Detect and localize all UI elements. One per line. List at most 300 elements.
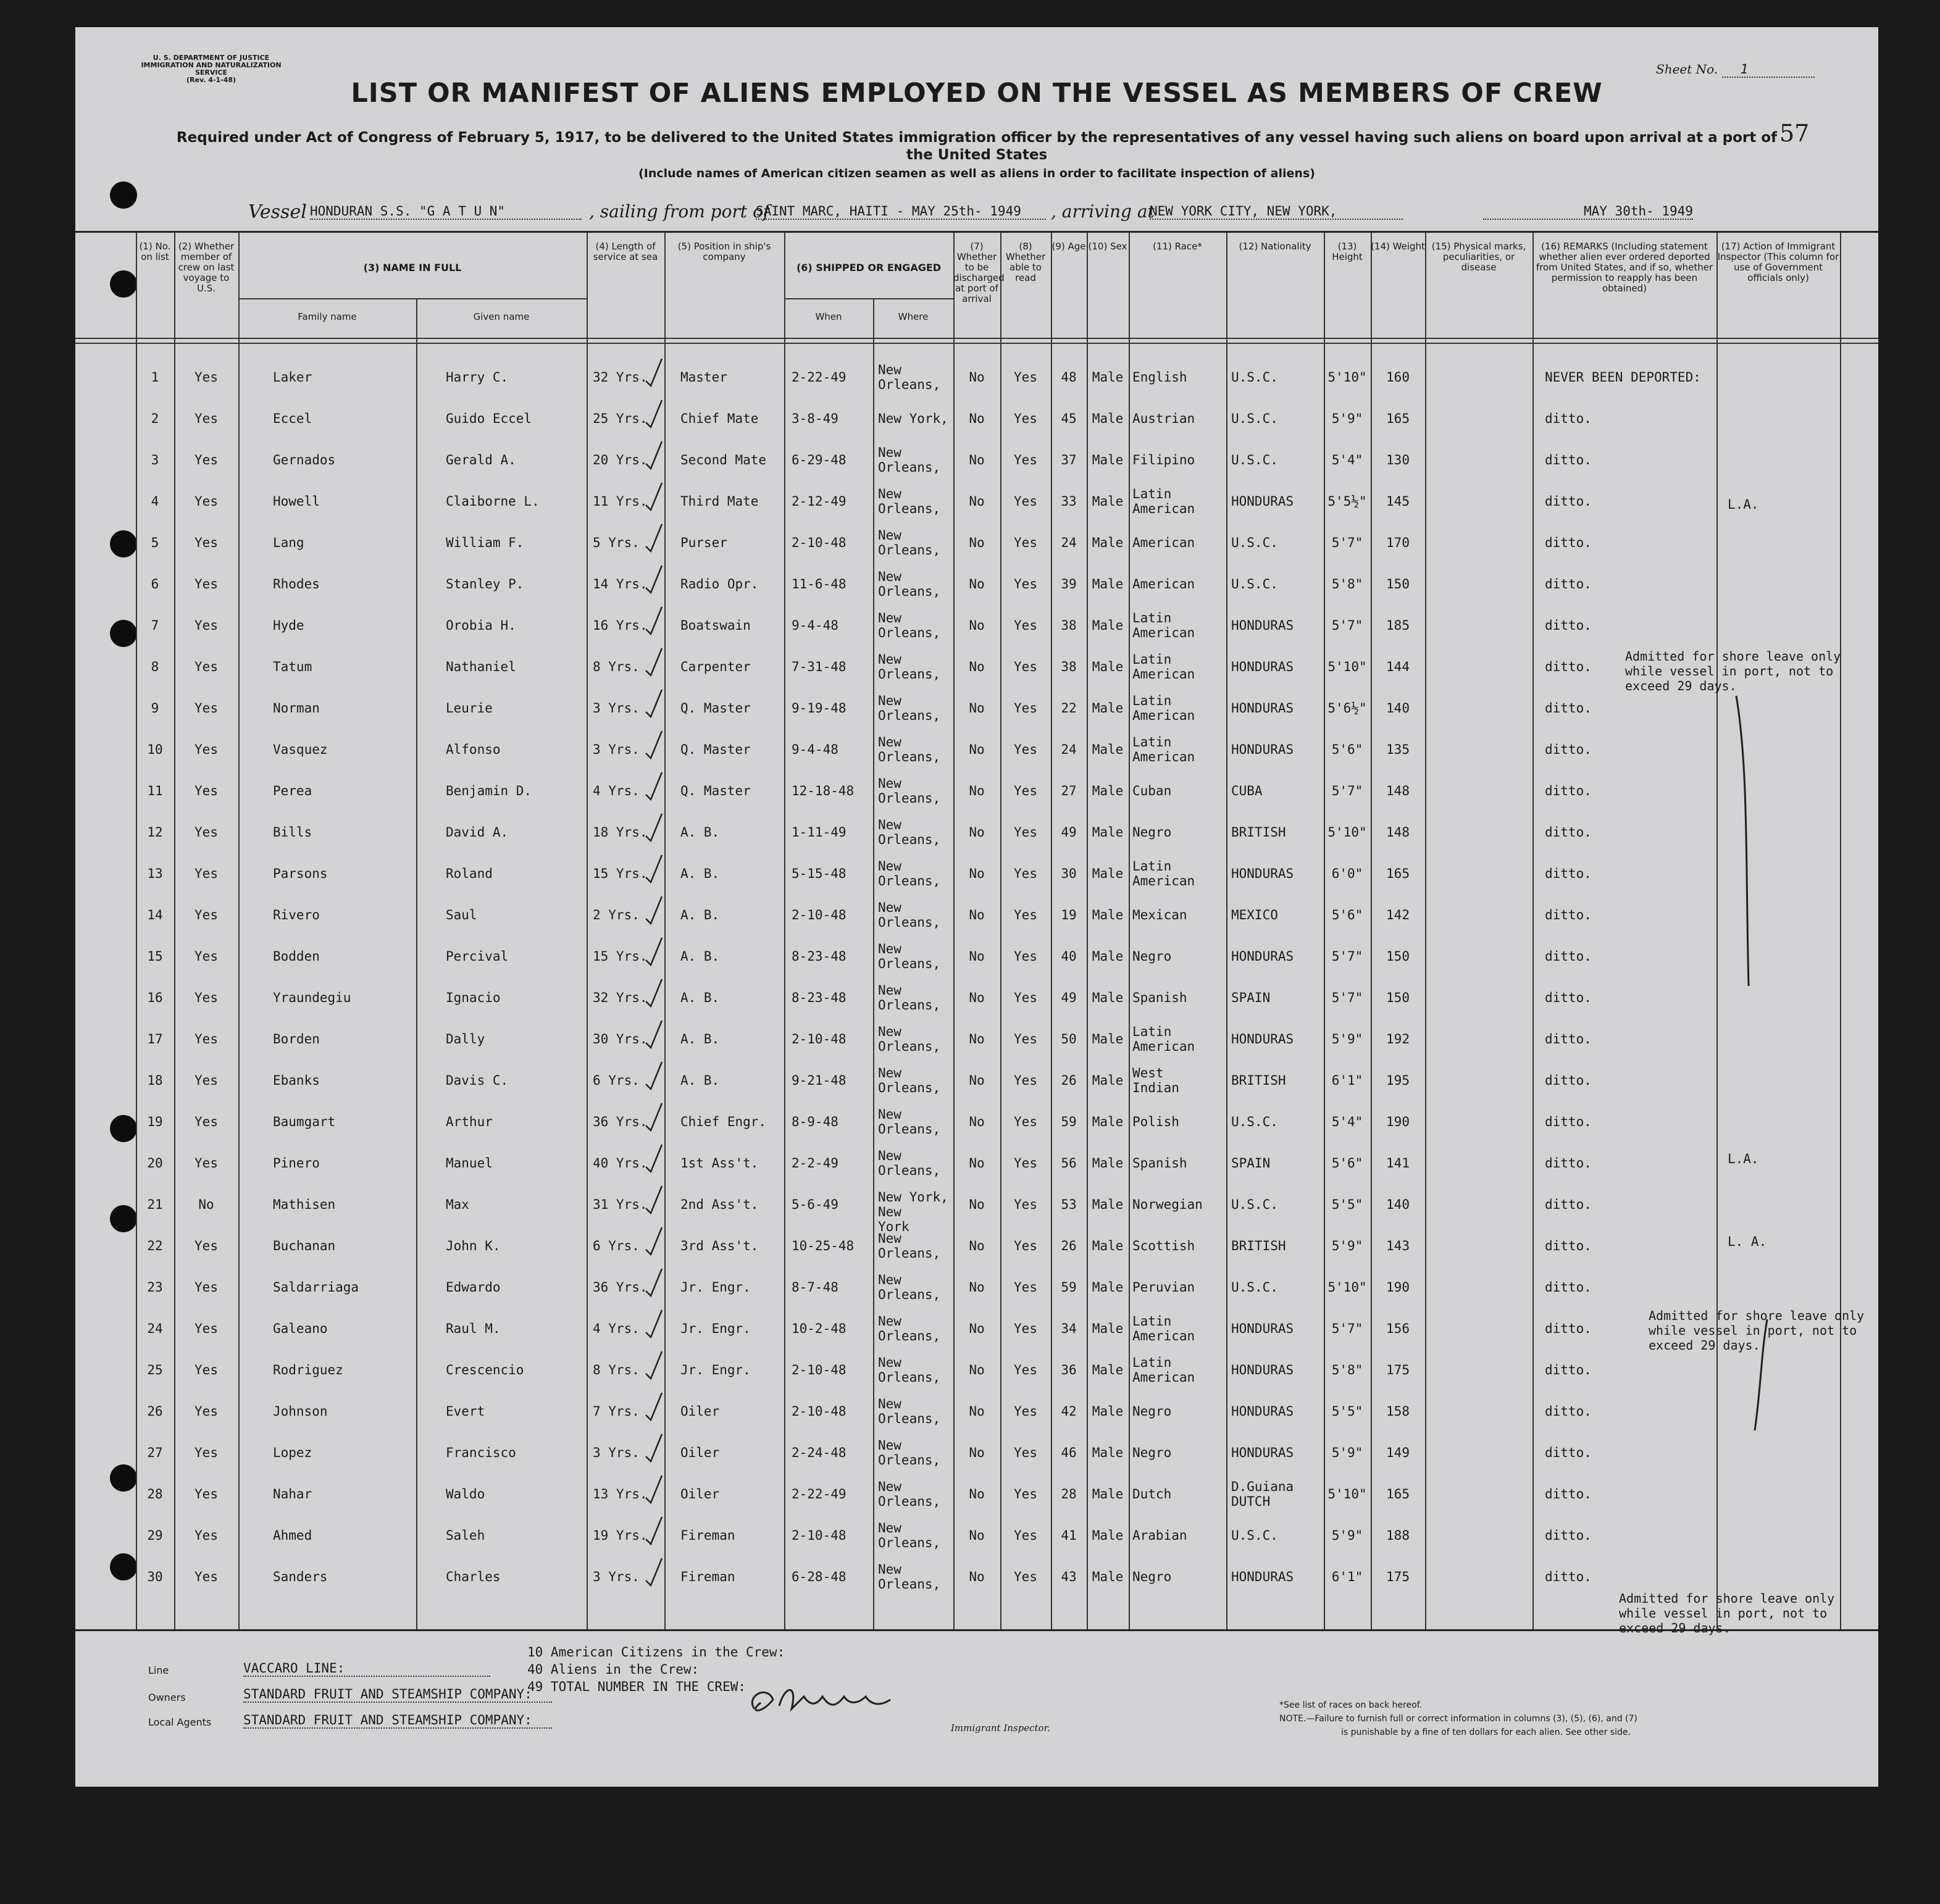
crew-given-cell: Dally xyxy=(446,1032,485,1046)
crew-family-cell: Vasquez xyxy=(273,742,328,757)
crew-sex-cell: Male xyxy=(1092,1569,1124,1584)
crew-age-cell: 59 xyxy=(1061,1114,1077,1129)
crew-nationality-cell: HONDURAS xyxy=(1231,1569,1294,1584)
crew-prev-cell: Yes xyxy=(194,1321,218,1336)
remark-note: Admitted for shore leave only while vessel in port, not to exceed 29 days. xyxy=(1625,649,1841,693)
crew-height-cell: 5'8" xyxy=(1331,1363,1363,1377)
crew-nationality-cell: MEXICO xyxy=(1231,908,1278,922)
crew-service-cell: 40 Yrs. xyxy=(593,1156,648,1171)
crew-service-cell: 4 Yrs. xyxy=(593,1321,640,1336)
crew-race-cell: Spanish xyxy=(1132,1156,1187,1171)
crew-discharged-cell: No xyxy=(969,535,985,550)
crew-nationality-cell: U.S.C. xyxy=(1231,1280,1278,1295)
crew-where-cell: New Orleans, xyxy=(878,569,941,599)
crew-family-cell: Tatum xyxy=(273,659,312,674)
crew-read-cell: Yes xyxy=(1014,1445,1037,1460)
crew-when-cell: 9-19-48 xyxy=(792,701,847,716)
crew-prev-cell: Yes xyxy=(194,1238,218,1253)
crew-height-cell: 5'9" xyxy=(1331,1238,1363,1253)
crew-given-cell: Stanley P. xyxy=(446,577,524,591)
crew-service-cell: 36 Yrs. xyxy=(593,1114,648,1129)
crew-prev-cell: Yes xyxy=(194,866,218,881)
crew-race-cell: Latin American xyxy=(1132,693,1195,723)
crew-discharged-cell: No xyxy=(969,494,985,509)
crew-remarks-cell: ditto. xyxy=(1545,1156,1592,1171)
agents-label: Local Agents xyxy=(148,1716,212,1728)
check-mark xyxy=(645,1390,663,1421)
crew-position-cell: Purser xyxy=(680,535,727,550)
crew-race-cell: Polish xyxy=(1132,1114,1179,1129)
crew-remarks-cell: ditto. xyxy=(1545,1487,1592,1501)
crew-nationality-cell: HONDURAS xyxy=(1231,1445,1294,1460)
form-revision: (Rev. 4-1-48) xyxy=(186,76,236,84)
crew-nationality-cell: HONDURAS xyxy=(1231,949,1294,964)
crew-nationality-cell: U.S.C. xyxy=(1231,411,1278,426)
crew-sex-cell: Male xyxy=(1092,1073,1124,1088)
crew-prev-cell: Yes xyxy=(194,1280,218,1295)
punch-hole xyxy=(110,182,137,209)
crew-position-cell: Jr. Engr. xyxy=(680,1321,751,1336)
crew-race-cell: English xyxy=(1132,370,1187,385)
crew-nationality-cell: HONDURAS xyxy=(1231,1321,1294,1336)
crew-weight-cell: 156 xyxy=(1386,1321,1410,1336)
crew-race-cell: Negro xyxy=(1132,1569,1172,1584)
crew-service-cell: 8 Yrs. xyxy=(593,659,640,674)
crew-age-cell: 40 xyxy=(1061,949,1077,964)
crew-read-cell: Yes xyxy=(1014,1404,1037,1419)
service-name: IMMIGRATION AND NATURALIZATION SERVICE xyxy=(141,61,282,77)
crew-where-cell: New Orleans, xyxy=(878,735,941,764)
check-mark xyxy=(645,439,663,470)
crew-discharged-cell: No xyxy=(969,1032,985,1046)
crew-age-cell: 30 xyxy=(1061,866,1077,881)
crew-read-cell: Yes xyxy=(1014,990,1037,1005)
crew-service-cell: 3 Yrs. xyxy=(593,701,640,716)
crew-given-cell: Saleh xyxy=(446,1528,485,1543)
crew-prev-cell: Yes xyxy=(194,1114,218,1129)
crew-position-cell: Master xyxy=(680,370,727,385)
crew-no-cell: 22 xyxy=(147,1238,163,1253)
crew-discharged-cell: No xyxy=(969,1238,985,1253)
crew-position-cell: A. B. xyxy=(680,908,720,922)
crew-family-cell: Bills xyxy=(273,825,312,840)
crew-sex-cell: Male xyxy=(1092,783,1124,798)
crew-count-citizens: 10 American Citizens in the Crew: xyxy=(527,1645,785,1660)
crew-height-cell: 5'5" xyxy=(1331,1197,1363,1212)
crew-nationality-cell: HONDURAS xyxy=(1231,1404,1294,1419)
crew-race-cell: Negro xyxy=(1132,825,1172,840)
crew-prev-cell: Yes xyxy=(194,1528,218,1543)
crew-given-cell: Davis C. xyxy=(446,1073,509,1088)
crew-sex-cell: Male xyxy=(1092,535,1124,550)
crew-given-cell: Manuel xyxy=(446,1156,493,1171)
crew-age-cell: 34 xyxy=(1061,1321,1077,1336)
check-mark xyxy=(645,1101,663,1132)
crew-race-cell: American xyxy=(1132,535,1195,550)
remark-note: Admitted for shore leave only while vessel in port, not to exceed 29 days. xyxy=(1649,1308,1865,1353)
crew-weight-cell: 195 xyxy=(1386,1073,1410,1088)
crew-no-cell: 12 xyxy=(147,825,163,840)
crew-discharged-cell: No xyxy=(969,1156,985,1171)
crew-service-cell: 25 Yrs. xyxy=(593,411,648,426)
crew-position-cell: A. B. xyxy=(680,825,720,840)
crew-prev-cell: Yes xyxy=(194,742,218,757)
crew-where-cell: New Orleans, xyxy=(878,362,941,392)
crew-age-cell: 42 xyxy=(1061,1404,1077,1419)
crew-race-cell: Arabian xyxy=(1132,1528,1187,1543)
crew-sex-cell: Male xyxy=(1092,742,1124,757)
crew-family-cell: Lopez xyxy=(273,1445,312,1460)
crew-prev-cell: No xyxy=(198,1197,214,1212)
crew-age-cell: 49 xyxy=(1061,825,1077,840)
crew-where-cell: New Orleans, xyxy=(878,652,941,682)
crew-nationality-cell: HONDURAS xyxy=(1231,1363,1294,1377)
crew-prev-cell: Yes xyxy=(194,1445,218,1460)
crew-service-cell: 14 Yrs. xyxy=(593,577,648,591)
crew-sex-cell: Male xyxy=(1092,1363,1124,1377)
crew-weight-cell: 165 xyxy=(1386,1487,1410,1501)
crew-age-cell: 26 xyxy=(1061,1073,1077,1088)
crew-discharged-cell: No xyxy=(969,1569,985,1584)
crew-prev-cell: Yes xyxy=(194,618,218,633)
bracket-line xyxy=(1724,677,1773,1480)
crew-nationality-cell: HONDURAS xyxy=(1231,866,1294,881)
crew-weight-cell: 148 xyxy=(1386,825,1410,840)
crew-nationality-cell: U.S.C. xyxy=(1231,1114,1278,1129)
crew-where-cell: New Orleans, xyxy=(878,1397,941,1426)
crew-when-cell: 8-9-48 xyxy=(792,1114,838,1129)
crew-weight-cell: 185 xyxy=(1386,618,1410,633)
crew-where-cell: New Orleans, xyxy=(878,1314,941,1343)
crew-height-cell: 5'5½" xyxy=(1327,494,1367,509)
crew-height-cell: 5'10" xyxy=(1327,370,1367,385)
crew-service-cell: 20 Yrs. xyxy=(593,453,648,467)
crew-discharged-cell: No xyxy=(969,1404,985,1419)
crew-race-cell: Latin American xyxy=(1132,859,1195,888)
crew-nationality-cell: SPAIN xyxy=(1231,990,1271,1005)
crew-discharged-cell: No xyxy=(969,1073,985,1088)
check-mark xyxy=(645,398,663,428)
crew-weight-cell: 144 xyxy=(1386,659,1410,674)
crew-age-cell: 53 xyxy=(1061,1197,1077,1212)
crew-weight-cell: 130 xyxy=(1386,453,1410,467)
crew-nationality-cell: HONDURAS xyxy=(1231,659,1294,674)
inspector-label: Immigrant Inspector. xyxy=(951,1722,1050,1734)
crew-sex-cell: Male xyxy=(1092,1032,1124,1046)
crew-prev-cell: Yes xyxy=(194,990,218,1005)
crew-nationality-cell: U.S.C. xyxy=(1231,577,1278,591)
crew-service-cell: 13 Yrs. xyxy=(593,1487,648,1501)
crew-nationality-cell: U.S.C. xyxy=(1231,370,1278,385)
crew-race-cell: West Indian xyxy=(1132,1066,1179,1095)
crew-where-cell: New York, New York xyxy=(878,1190,948,1234)
crew-read-cell: Yes xyxy=(1014,1114,1037,1129)
crew-no-cell: 4 xyxy=(151,494,159,509)
remark-note: Admitted for shore leave only while vessel in port, not to exceed 29 days. xyxy=(1619,1591,1835,1635)
crew-no-cell: 20 xyxy=(147,1156,163,1171)
crew-sex-cell: Male xyxy=(1092,1445,1124,1460)
crew-sex-cell: Male xyxy=(1092,866,1124,881)
crew-position-cell: A. B. xyxy=(680,866,720,881)
crew-remarks-cell: ditto. xyxy=(1545,659,1592,674)
crew-discharged-cell: No xyxy=(969,1363,985,1377)
crew-where-cell: New Orleans, xyxy=(878,693,941,723)
crew-position-cell: Oiler xyxy=(680,1404,720,1419)
crew-race-cell: Peruvian xyxy=(1132,1280,1195,1295)
crew-given-cell: Charles xyxy=(446,1569,501,1584)
check-mark xyxy=(645,1349,663,1380)
crew-prev-cell: Yes xyxy=(194,908,218,922)
check-mark xyxy=(645,687,663,718)
crew-prev-cell: Yes xyxy=(194,577,218,591)
crew-race-cell: Cuban xyxy=(1132,783,1172,798)
crew-when-cell: 2-10-48 xyxy=(792,908,847,922)
crew-service-cell: 32 Yrs. xyxy=(593,370,648,385)
crew-prev-cell: Yes xyxy=(194,701,218,716)
crew-where-cell: New Orleans, xyxy=(878,1479,941,1509)
crew-read-cell: Yes xyxy=(1014,411,1037,426)
crew-family-cell: Buchanan xyxy=(273,1238,336,1253)
owners-label: Owners xyxy=(148,1692,186,1703)
crew-position-cell: Radio Opr. xyxy=(680,577,759,591)
crew-position-cell: Fireman xyxy=(680,1569,735,1584)
crew-count-total: 49 TOTAL NUMBER IN THE CREW: xyxy=(527,1679,746,1694)
crew-height-cell: 5'9" xyxy=(1331,1445,1363,1460)
check-mark xyxy=(645,1556,663,1587)
check-mark xyxy=(645,356,663,387)
crew-height-cell: 5'7" xyxy=(1331,618,1363,633)
crew-remarks-cell: ditto. xyxy=(1545,866,1592,881)
crew-nationality-cell: U.S.C. xyxy=(1231,1197,1278,1212)
crew-family-cell: Ebanks xyxy=(273,1073,320,1088)
crew-no-cell: 11 xyxy=(147,783,163,798)
crew-service-cell: 4 Yrs. xyxy=(593,783,640,798)
vessel-line xyxy=(248,201,1755,226)
crew-age-cell: 41 xyxy=(1061,1528,1077,1543)
check-mark xyxy=(645,1225,663,1256)
crew-sex-cell: Male xyxy=(1092,659,1124,674)
crew-nationality-cell: CUBA xyxy=(1231,783,1263,798)
crew-service-cell: 15 Yrs. xyxy=(593,866,648,881)
vessel-label: Vessel xyxy=(248,201,307,223)
crew-when-cell: 11-6-48 xyxy=(792,577,847,591)
crew-where-cell: New Orleans, xyxy=(878,1438,941,1468)
crew-no-cell: 18 xyxy=(147,1073,163,1088)
crew-discharged-cell: No xyxy=(969,866,985,881)
crew-race-cell: Negro xyxy=(1132,1404,1172,1419)
col-header-5: (5) Position in ship's company xyxy=(677,241,771,262)
crew-discharged-cell: No xyxy=(969,411,985,426)
crew-nationality-cell: HONDURAS xyxy=(1231,618,1294,633)
crew-no-cell: 9 xyxy=(151,701,159,716)
crew-position-cell: 3rd Ass't. xyxy=(680,1238,759,1253)
crew-nationality-cell: U.S.C. xyxy=(1231,453,1278,467)
crew-service-cell: 6 Yrs. xyxy=(593,1238,640,1253)
check-mark xyxy=(645,1184,663,1214)
check-mark xyxy=(645,480,663,511)
crew-prev-cell: Yes xyxy=(194,535,218,550)
agents-value: STANDARD FRUIT AND STEAMSHIP COMPANY: xyxy=(243,1713,552,1729)
crew-remarks-cell: ditto. xyxy=(1545,1569,1592,1584)
check-mark xyxy=(645,1266,663,1297)
crew-read-cell: Yes xyxy=(1014,1569,1037,1584)
crew-prev-cell: Yes xyxy=(194,783,218,798)
crew-no-cell: 14 xyxy=(147,908,163,922)
crew-where-cell: New Orleans, xyxy=(878,1107,941,1137)
col-header-7: (7) Whether to be discharged at port of arrival xyxy=(953,241,1005,304)
owners-value: STANDARD FRUIT AND STEAMSHIP COMPANY: xyxy=(243,1687,552,1703)
crew-age-cell: 36 xyxy=(1061,1363,1077,1377)
crew-prev-cell: Yes xyxy=(194,494,218,509)
penalty-note: NOTE.—Failure to furnish full or correct information in columns (3), (5), (6), and (7) xyxy=(1279,1714,1637,1724)
crew-position-cell: Jr. Engr. xyxy=(680,1363,751,1377)
crew-when-cell: 8-23-48 xyxy=(792,949,847,964)
crew-nationality-cell: HONDURAS xyxy=(1231,494,1294,509)
crew-weight-cell: 148 xyxy=(1386,783,1410,798)
crew-height-cell: 5'7" xyxy=(1331,1321,1363,1336)
crew-read-cell: Yes xyxy=(1014,1321,1037,1336)
crew-sex-cell: Male xyxy=(1092,370,1124,385)
crew-nationality-cell: HONDURAS xyxy=(1231,701,1294,716)
crew-service-cell: 15 Yrs. xyxy=(593,949,648,964)
check-mark xyxy=(645,1514,663,1545)
crew-no-cell: 30 xyxy=(147,1569,163,1584)
sailing-label: , sailing from port of xyxy=(589,201,770,222)
crew-discharged-cell: No xyxy=(969,1280,985,1295)
crew-nationality-cell: BRITISH xyxy=(1231,1238,1286,1253)
line-label: Line xyxy=(148,1664,169,1676)
crew-remarks-cell: ditto. xyxy=(1545,1197,1592,1212)
crew-age-cell: 56 xyxy=(1061,1156,1077,1171)
check-mark xyxy=(645,1308,663,1338)
department-name: U. S. DEPARTMENT OF JUSTICE xyxy=(153,54,270,62)
crew-age-cell: 22 xyxy=(1061,701,1077,716)
crew-position-cell: A. B. xyxy=(680,990,720,1005)
crew-service-cell: 16 Yrs. xyxy=(593,618,648,633)
check-mark xyxy=(645,770,663,801)
crew-where-cell: New Orleans, xyxy=(878,942,941,971)
crew-race-cell: Norwegian xyxy=(1132,1197,1203,1212)
crew-no-cell: 29 xyxy=(147,1528,163,1543)
crew-prev-cell: Yes xyxy=(194,1032,218,1046)
crew-discharged-cell: No xyxy=(969,370,985,385)
crew-sex-cell: Male xyxy=(1092,1197,1124,1212)
crew-where-cell: New Orleans, xyxy=(878,1066,941,1095)
crew-remarks-cell: ditto. xyxy=(1545,535,1592,550)
crew-where-cell: New Orleans, xyxy=(878,528,941,557)
crew-family-cell: Bodden xyxy=(273,949,320,964)
crew-discharged-cell: No xyxy=(969,1321,985,1336)
crew-position-cell: Q. Master xyxy=(680,742,751,757)
crew-sex-cell: Male xyxy=(1092,1238,1124,1253)
crew-position-cell: Oiler xyxy=(680,1445,720,1460)
crew-prev-cell: Yes xyxy=(194,825,218,840)
crew-remarks-cell: ditto. xyxy=(1545,1114,1592,1129)
crew-family-cell: Perea xyxy=(273,783,312,798)
crew-weight-cell: 150 xyxy=(1386,577,1410,591)
crew-nationality-cell: HONDURAS xyxy=(1231,1032,1294,1046)
arrival-date: MAY 30th- 1949 xyxy=(1483,204,1693,220)
crew-age-cell: 43 xyxy=(1061,1569,1077,1584)
crew-remarks-cell: ditto. xyxy=(1545,618,1592,633)
crew-no-cell: 10 xyxy=(147,742,163,757)
crew-service-cell: 6 Yrs. xyxy=(593,1073,640,1088)
crew-height-cell: 5'4" xyxy=(1331,1114,1363,1129)
crew-read-cell: Yes xyxy=(1014,370,1037,385)
crew-remarks-cell: ditto. xyxy=(1545,494,1592,509)
crew-no-cell: 1 xyxy=(151,370,159,385)
crew-nationality-cell: U.S.C. xyxy=(1231,1528,1278,1543)
crew-family-cell: Laker xyxy=(273,370,312,385)
crew-age-cell: 24 xyxy=(1061,535,1077,550)
crew-position-cell: Second Mate xyxy=(680,453,767,467)
crew-age-cell: 59 xyxy=(1061,1280,1077,1295)
crew-read-cell: Yes xyxy=(1014,494,1037,509)
crew-height-cell: 5'5" xyxy=(1331,1404,1363,1419)
crew-when-cell: 3-8-49 xyxy=(792,411,838,426)
col-header-4: (4) Length of service at sea xyxy=(593,241,658,262)
crew-remarks-cell: ditto. xyxy=(1545,1363,1592,1377)
col-header-15: (15) Physical marks, peculiarities, or disease xyxy=(1431,241,1526,273)
penalty-note-2: is punishable by a fine of ten dollars for each alien. See other side. xyxy=(1341,1727,1631,1737)
check-mark xyxy=(645,522,663,553)
check-mark xyxy=(645,853,663,883)
crew-height-cell: 5'6" xyxy=(1331,742,1363,757)
crew-discharged-cell: No xyxy=(969,783,985,798)
crew-given-cell: Roland xyxy=(446,866,493,881)
inspector-mark: L.A. xyxy=(1728,1151,1759,1166)
crew-family-cell: Sanders xyxy=(273,1569,328,1584)
crew-family-cell: Parsons xyxy=(273,866,328,881)
crew-service-cell: 3 Yrs. xyxy=(593,742,640,757)
check-mark xyxy=(645,811,663,842)
crew-discharged-cell: No xyxy=(969,1114,985,1129)
crew-given-cell: Harry C. xyxy=(446,370,509,385)
crew-position-cell: Chief Engr. xyxy=(680,1114,767,1129)
check-mark xyxy=(645,894,663,925)
crew-when-cell: 6-28-48 xyxy=(792,1569,847,1584)
crew-height-cell: 5'8" xyxy=(1331,577,1363,591)
crew-no-cell: 23 xyxy=(147,1280,163,1295)
crew-position-cell: Third Mate xyxy=(680,494,759,509)
col-header-17: (17) Action of Immigrant Inspector (This column for use of Government officials only) xyxy=(1717,241,1839,283)
crew-where-cell: New Orleans, xyxy=(878,1272,941,1302)
crew-family-cell: Rhodes xyxy=(273,577,320,591)
crew-prev-cell: Yes xyxy=(194,1569,218,1584)
crew-remarks-cell: ditto. xyxy=(1545,1404,1592,1419)
crew-remarks-cell: ditto. xyxy=(1545,577,1592,591)
crew-race-cell: Spanish xyxy=(1132,990,1187,1005)
crew-race-cell: Dutch xyxy=(1132,1487,1172,1501)
crew-height-cell: 6'1" xyxy=(1331,1569,1363,1584)
crew-sex-cell: Male xyxy=(1092,1528,1124,1543)
crew-remarks-cell: ditto. xyxy=(1545,1073,1592,1088)
crew-remarks-cell: ditto. xyxy=(1545,701,1592,716)
col-header-11: (11) Race* xyxy=(1153,241,1202,252)
crew-no-cell: 25 xyxy=(147,1363,163,1377)
crew-discharged-cell: No xyxy=(969,1445,985,1460)
crew-prev-cell: Yes xyxy=(194,659,218,674)
crew-height-cell: 5'7" xyxy=(1331,949,1363,964)
crew-read-cell: Yes xyxy=(1014,1238,1037,1253)
crew-no-cell: 19 xyxy=(147,1114,163,1129)
crew-remarks-cell: ditto. xyxy=(1545,411,1592,426)
crew-where-cell: New Orleans, xyxy=(878,445,941,475)
crew-race-cell: Filipino xyxy=(1132,453,1195,467)
crew-service-cell: 5 Yrs. xyxy=(593,535,640,550)
crew-remarks-cell: ditto. xyxy=(1545,742,1592,757)
crew-table xyxy=(75,231,1878,1635)
